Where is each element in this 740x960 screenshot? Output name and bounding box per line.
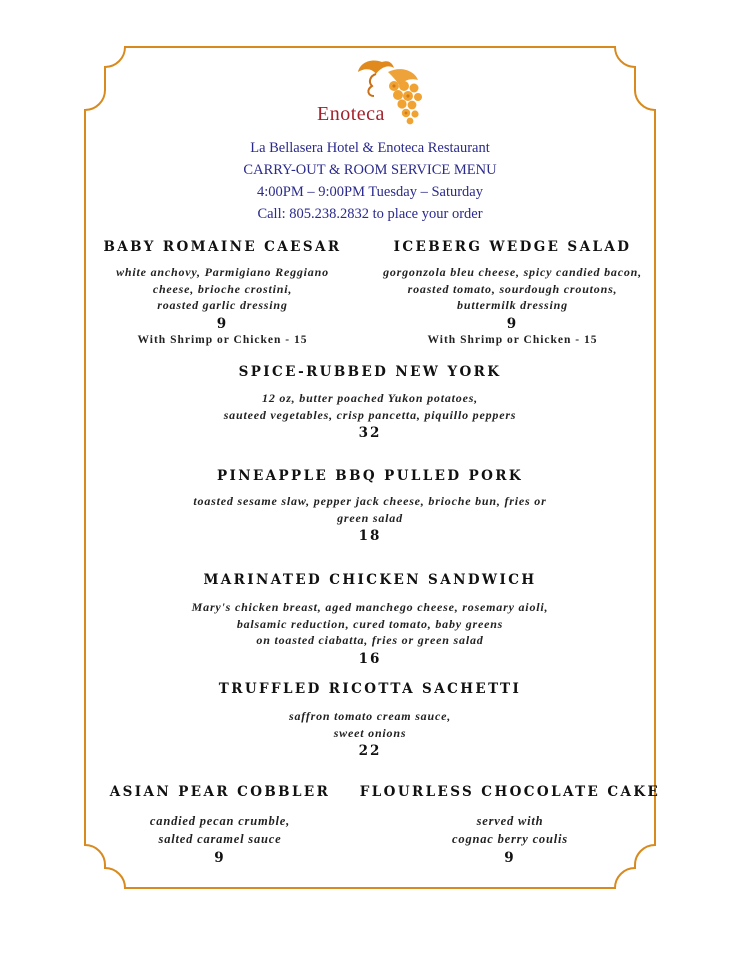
item-title: BABY ROMAINE CAESAR xyxy=(103,239,342,255)
item-title: SPICE-RUBBED NEW YORK xyxy=(238,364,502,380)
logo-text: Enoteca xyxy=(317,103,385,125)
item-desc-line: on toasted ciabatta, fries or green salad xyxy=(256,633,484,647)
item-title: TRUFFLED RICOTTA SACHETTI xyxy=(218,681,522,697)
item-desc-line: salted caramel sauce xyxy=(158,832,282,846)
restaurant-info-header xyxy=(0,137,740,225)
item-price: 9 xyxy=(506,315,519,332)
item-desc-line: cheese, brioche crostini, xyxy=(152,281,293,296)
item-desc-line: 12 oz, butter poached Yukon potatoes, xyxy=(262,391,478,405)
item-desc-line: sauteed vegetables, crisp pancetta, piquillo peppers xyxy=(223,407,517,422)
item-desc-line: candied pecan crumble, xyxy=(149,814,291,828)
order-phone: Call: 805.238.2832 to place your order xyxy=(257,206,483,222)
menu-item-pork xyxy=(90,468,650,544)
item-desc-line: Mary's chicken breast, aged manchego cheese, rosemary aioli, xyxy=(191,600,549,614)
item-price: 22 xyxy=(358,743,382,759)
menu-item-cake xyxy=(355,784,665,866)
item-title: PINEAPPLE BBQ PULLED PORK xyxy=(216,468,524,484)
item-price: 9 xyxy=(216,315,229,332)
item-price: 9 xyxy=(214,850,226,866)
menu-item-cobbler xyxy=(100,784,340,866)
item-desc-line: roasted tomato, sourdough croutons, xyxy=(407,281,618,296)
service-hours: 4:00PM – 9:00PM Tuesday – Saturday xyxy=(257,184,483,200)
item-desc-line: cognac berry coulis xyxy=(452,832,568,846)
item-desc-line: saffron tomato cream sauce, xyxy=(288,709,452,723)
menu-item-chicken xyxy=(90,572,650,667)
hotel-name: La Bellasera Hotel & Enoteca Restaurant xyxy=(250,140,490,156)
menu-item-caesar xyxy=(90,239,355,346)
item-desc-line: roasted garlic dressing xyxy=(157,298,288,312)
item-desc-line: gorgonzola bleu cheese, spicy candied bacon, xyxy=(383,265,642,279)
item-desc-line: sweet onions xyxy=(333,725,407,740)
item-title: MARINATED CHICKEN SANDWICH xyxy=(203,572,537,588)
item-desc-line: balsamic reduction, cured tomato, baby greens xyxy=(236,616,504,631)
item-addon: With Shrimp or Chicken - 15 xyxy=(137,333,308,346)
item-desc-line: served with xyxy=(476,814,544,828)
item-title: FLOURLESS CHOCOLATE CAKE xyxy=(359,784,661,800)
item-price: 32 xyxy=(358,425,382,441)
item-price: 18 xyxy=(358,528,382,544)
menu-item-sachetti xyxy=(90,681,650,759)
item-desc-line: white anchovy, Parmigiano Reggiano xyxy=(116,265,329,279)
item-desc-line: green salad xyxy=(337,510,403,525)
item-title: ICEBERG WEDGE SALAD xyxy=(393,239,632,255)
item-desc-line: toasted sesame slaw, pepper jack cheese, brioche bun, fries or xyxy=(193,494,547,508)
item-title: ASIAN PEAR COBBLER xyxy=(109,784,331,800)
menu-item-wedge xyxy=(355,239,670,346)
menu-type: CARRY-OUT & ROOM SERVICE MENU xyxy=(243,162,497,178)
menu-item-newyork xyxy=(90,364,650,441)
item-addon: With Shrimp or Chicken - 15 xyxy=(427,333,598,346)
item-price: 16 xyxy=(358,650,382,667)
item-price: 9 xyxy=(504,850,516,866)
item-desc-line: buttermilk dressing xyxy=(457,298,568,312)
